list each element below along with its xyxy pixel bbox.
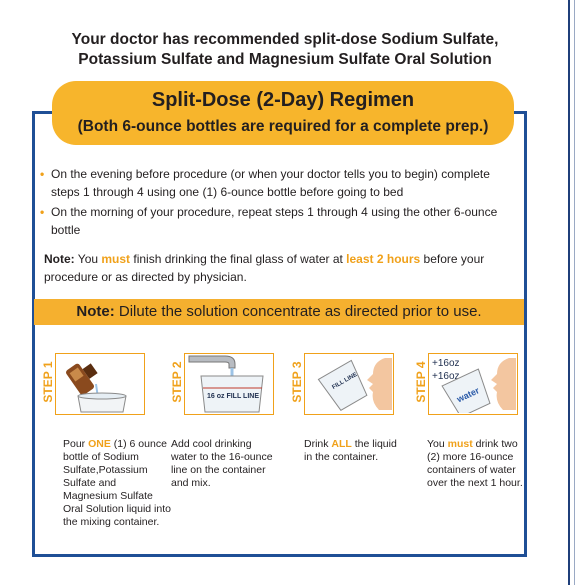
step-4-label: STEP 4: [414, 361, 428, 403]
heading-line-1: Your doctor has recommended split-dose Sodium Sulfate,: [71, 31, 499, 48]
faucet-container-icon: [185, 354, 272, 413]
step-4-text: drink two (2) more 16-ounce containers of water over the next 1 hour.: [427, 438, 523, 489]
step-4-text: You: [427, 438, 448, 450]
note-label: Note:: [44, 252, 75, 266]
step-2-illustration: [184, 353, 274, 415]
step-2-tab: [170, 353, 184, 415]
step-2-description: [171, 438, 279, 490]
step-3-text: Drink: [304, 438, 332, 450]
dilute-note-text: Dilute the solution concentrate as directed prior to use.: [114, 303, 482, 320]
note-emphasis-must: must: [101, 252, 131, 266]
step-3-label: STEP 3: [290, 361, 304, 403]
step-3-description: [304, 438, 404, 464]
pour-bottle-icon: [56, 354, 143, 413]
step-3-text: the liquid in the container.: [304, 438, 397, 463]
bullet-dot-icon: •: [40, 167, 45, 181]
step-1-label: STEP 1: [41, 361, 55, 403]
step-1-tab: [41, 353, 55, 415]
step-1-emphasis: ONE: [88, 438, 111, 450]
bullet-text: On the morning of your procedure, repeat steps 1 through 4 using the other 6-ounce bottle: [51, 205, 498, 237]
step-3-illustration: [304, 353, 394, 415]
regimen-banner: [52, 81, 514, 145]
page-heading: [40, 30, 530, 70]
plus-16oz-label: +16oz: [432, 358, 460, 369]
bullet-dot-icon: •: [40, 205, 45, 219]
step-4-illustration: [428, 353, 518, 415]
timing-note: [44, 250, 506, 286]
regimen-subtitle: (Both 6-ounce bottles are required for a complete prep.): [77, 118, 489, 135]
step-2-text: Add cool drinking water to the 16-ounce line on the container and mix.: [171, 438, 273, 489]
step-2-label: STEP 2: [170, 361, 184, 403]
water-label: water: [455, 385, 481, 405]
bullet-text: On the evening before procedure (or when your doctor tells you to begin) complete steps 1 through 4 using one (1) 6-ounce bottle before going to bed: [51, 167, 490, 199]
drinking-person-icon: [305, 354, 392, 413]
bullet-item: [40, 203, 510, 239]
instruction-bullets: [40, 165, 510, 241]
plus-16oz-label: +16oz: [432, 371, 460, 382]
step-1-illustration: [55, 353, 145, 415]
dilute-note-band: [34, 299, 524, 325]
page-edge-rule-thin: [574, 0, 575, 585]
step-4-tab: [414, 353, 428, 415]
step-1-description: [63, 438, 171, 529]
step-4-emphasis: must: [447, 438, 473, 450]
regimen-title: Split-Dose (2-Day) Regimen: [151, 89, 415, 111]
note-text: finish drinking the final glass of water at: [130, 252, 347, 266]
drinking-water-icon: [429, 354, 516, 413]
step-4-description: [427, 438, 527, 490]
fill-line-label: FILL LINE: [331, 371, 359, 391]
bullet-item: [40, 165, 510, 201]
note-text: before your procedure or as directed by physician.: [44, 252, 485, 284]
step-1-text: Pour: [63, 438, 89, 450]
fill-line-label: 16 oz FILL LINE: [207, 393, 259, 400]
step-3-tab: [290, 353, 304, 415]
note-emphasis-hours: least 2 hours: [346, 252, 421, 266]
page-edge-rule: [568, 0, 570, 585]
note-text: You: [74, 252, 102, 266]
step-1-text: (1) 6 ounce bottle of Sodium Sulfate,Potassium Sulfate and Magnesium Sulfate Oral Solution liquid into the mixing container.: [63, 438, 171, 528]
dilute-note-label: Note:: [76, 303, 115, 320]
heading-line-2: Potassium Sulfate and Magnesium Sulfate Oral Solution: [78, 51, 492, 68]
step-3-emphasis: ALL: [331, 438, 352, 450]
